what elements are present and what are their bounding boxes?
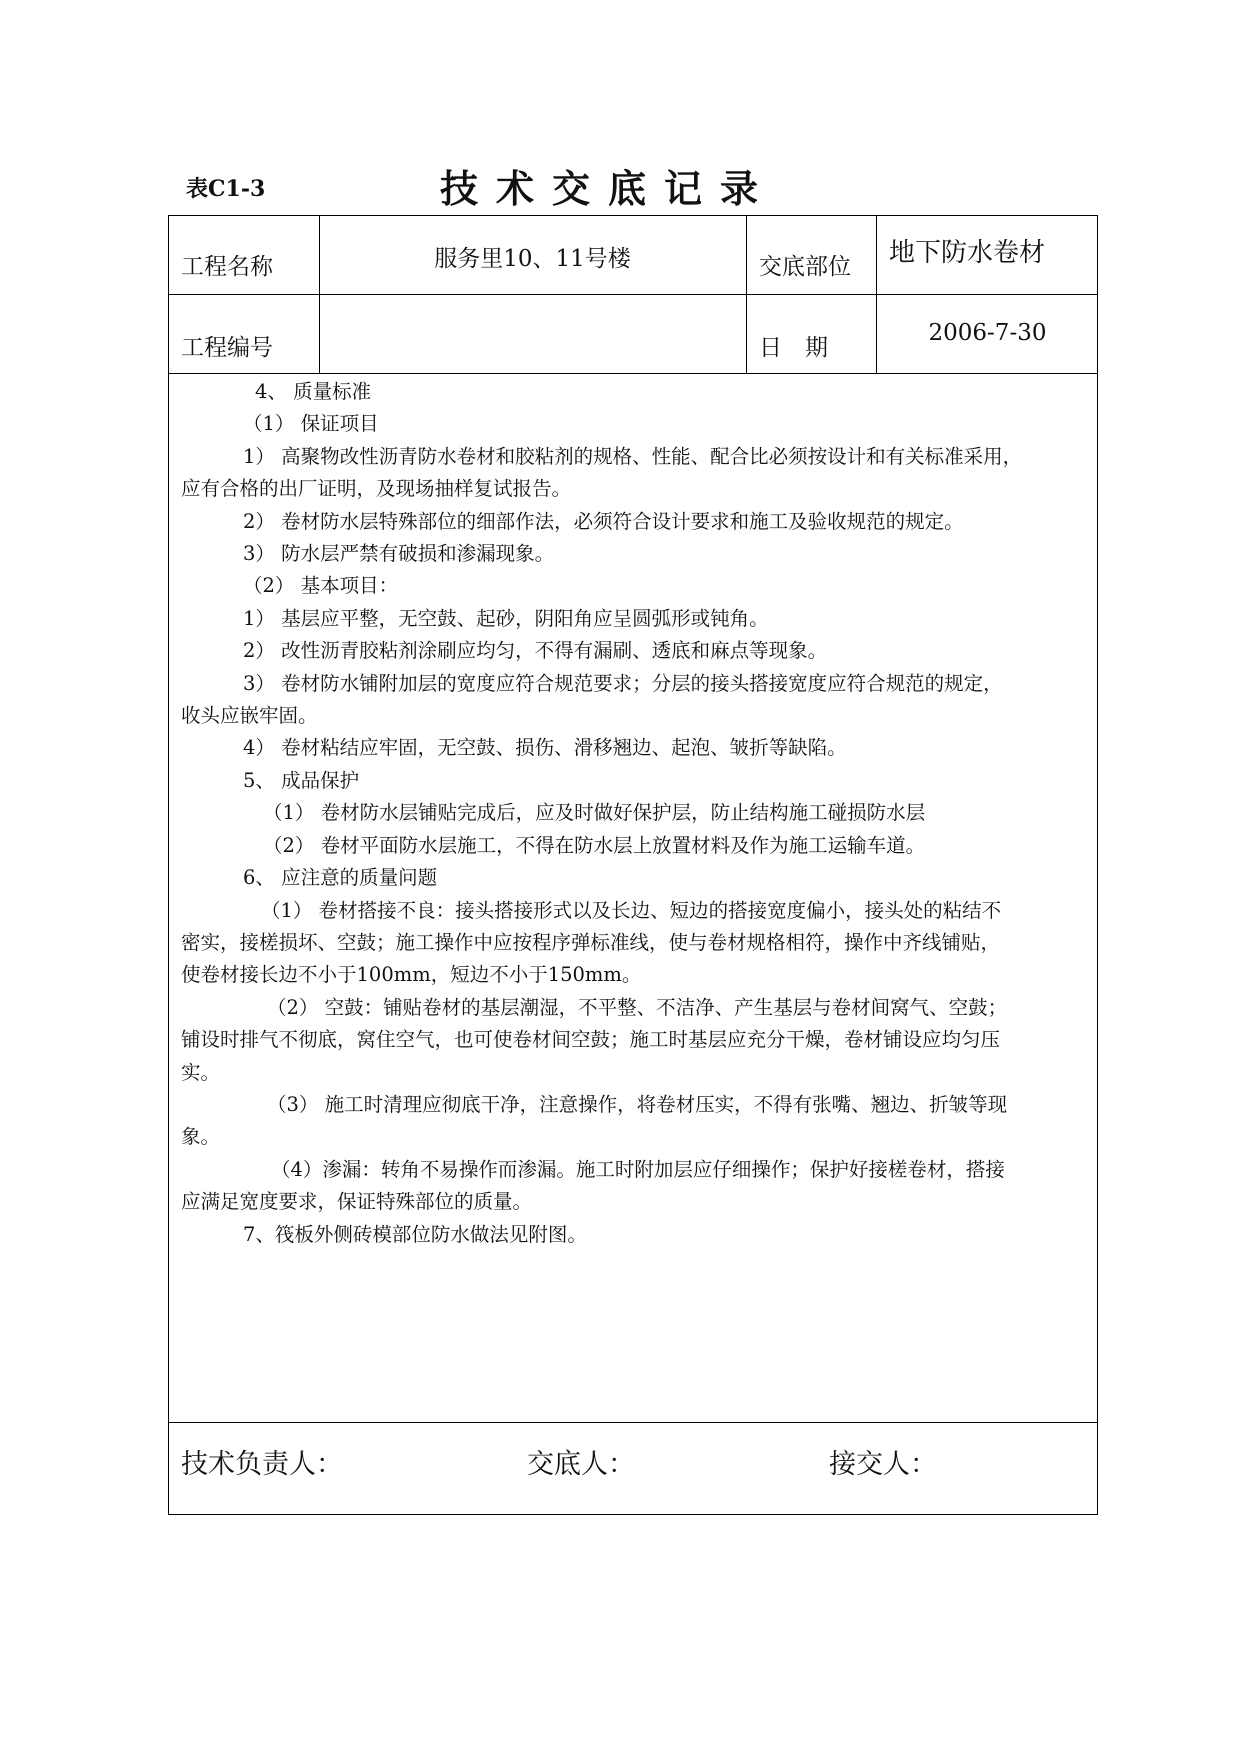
content-line: 5、 成品保护 [243, 768, 360, 792]
content-line: 4） 卷材粘结应牢固，无空鼓、损伤、滑移翘边、起泡、皱折等缺陷。 [243, 736, 847, 760]
content-line: 1） 高聚物改性沥青防水卷材和胶粘剂的规格、性能、配合比必须按设计和有关标准采用， [243, 444, 1023, 468]
project-name-value: 服务里10、11号楼 [434, 246, 631, 272]
content-line: 实。 [181, 1060, 221, 1084]
content-line: 应有合格的出厂证明，及现场抽样复试报告。 [181, 477, 572, 501]
content-line: （2） 空鼓：铺贴卷材的基层潮湿，不平整、不洁净、产生基层与卷材间窝气、空鼓； [267, 995, 1008, 1019]
presenter-signature-label: 交底人： [527, 1449, 635, 1480]
content-line: 4、 质量标准 [255, 380, 372, 403]
content-line: 象。 [181, 1125, 221, 1149]
content-line: （2） 基本项目： [243, 574, 399, 598]
content-line: 1） 基层应平整，无空鼓、起砂，阴阳角应呈圆弧形或钝角。 [243, 606, 769, 630]
content-line: 7、筏板外侧砖模部位防水做法见附图。 [243, 1222, 587, 1246]
row-divider [169, 373, 1097, 374]
location-value: 地下防水卷材 [889, 238, 1046, 268]
location-label: 交底部位 [759, 254, 851, 280]
content-line: 2） 改性沥青胶粘剂涂刷应均匀，不得有漏刷、透底和麻点等现象。 [243, 639, 828, 663]
content-line: （2） 卷材平面防水层施工，不得在防水层上放置材料及作为施工运输车道。 [263, 833, 926, 857]
content-line: （1） 卷材搭接不良：接头搭接形式以及长边、短边的搭接宽度偏小，接头处的粘结不 [261, 898, 1002, 922]
date-label: 日 期 [759, 335, 828, 361]
column-divider [746, 216, 747, 373]
content-line: 6、 应注意的质量问题 [243, 866, 438, 890]
document-title: 技术交底记录 [440, 166, 777, 211]
content-line: 2） 卷材防水层特殊部位的细部作法，必须符合设计要求和施工及验收规范的规定。 [243, 509, 964, 533]
content-line: （3） 施工时清理应彻底干净，注意操作，将卷材压实，不得有张嘴、翘边、折皱等现 [267, 1092, 1008, 1116]
form-code: 表C1-3 [186, 176, 266, 202]
tech-lead-signature-label: 技术负责人： [181, 1449, 343, 1480]
row-divider [169, 1422, 1097, 1423]
disclosure-content [181, 376, 1086, 1251]
content-line: （1） 卷材防水层铺贴完成后，应及时做好保护层，防止结构施工碰损防水层 [263, 801, 926, 825]
record-table [168, 215, 1098, 1515]
content-line: （1） 保证项目 [243, 412, 379, 436]
content-line: 使卷材接长边不小于100mm，短边不小于150mm。 [181, 963, 642, 987]
content-line: 密实，接槎损坏、空鼓；施工操作中应按程序弹标准线，使与卷材规格相符，操作中齐线铺贴， [181, 930, 1001, 954]
column-divider [876, 216, 877, 373]
content-line: 应满足宽度要求，保证特殊部位的质量。 [181, 1190, 533, 1214]
content-line: 铺设时排气不彻底，窝住空气，也可使卷材间空鼓；施工时基层应充分干燥，卷材铺设应均匀压 [181, 1028, 1001, 1052]
project-name-label: 工程名称 [181, 254, 273, 280]
content-line: 收头应嵌牢固。 [181, 704, 318, 728]
content-line: 3） 防水层严禁有破损和渗漏现象。 [243, 542, 555, 566]
receiver-signature-label: 接交人： [829, 1449, 937, 1480]
row-divider [169, 294, 1097, 295]
content-line: 3） 卷材防水铺附加层的宽度应符合规范要求；分层的接头搭接宽度应符合规范的规定， [243, 671, 1003, 695]
content-line: （4）渗漏：转角不易操作而渗漏。施工时附加层应仔细操作；保护好接槎卷材，搭接 [271, 1157, 1005, 1181]
project-no-label: 工程编号 [181, 335, 273, 361]
date-value: 2006-7-30 [928, 320, 1047, 346]
